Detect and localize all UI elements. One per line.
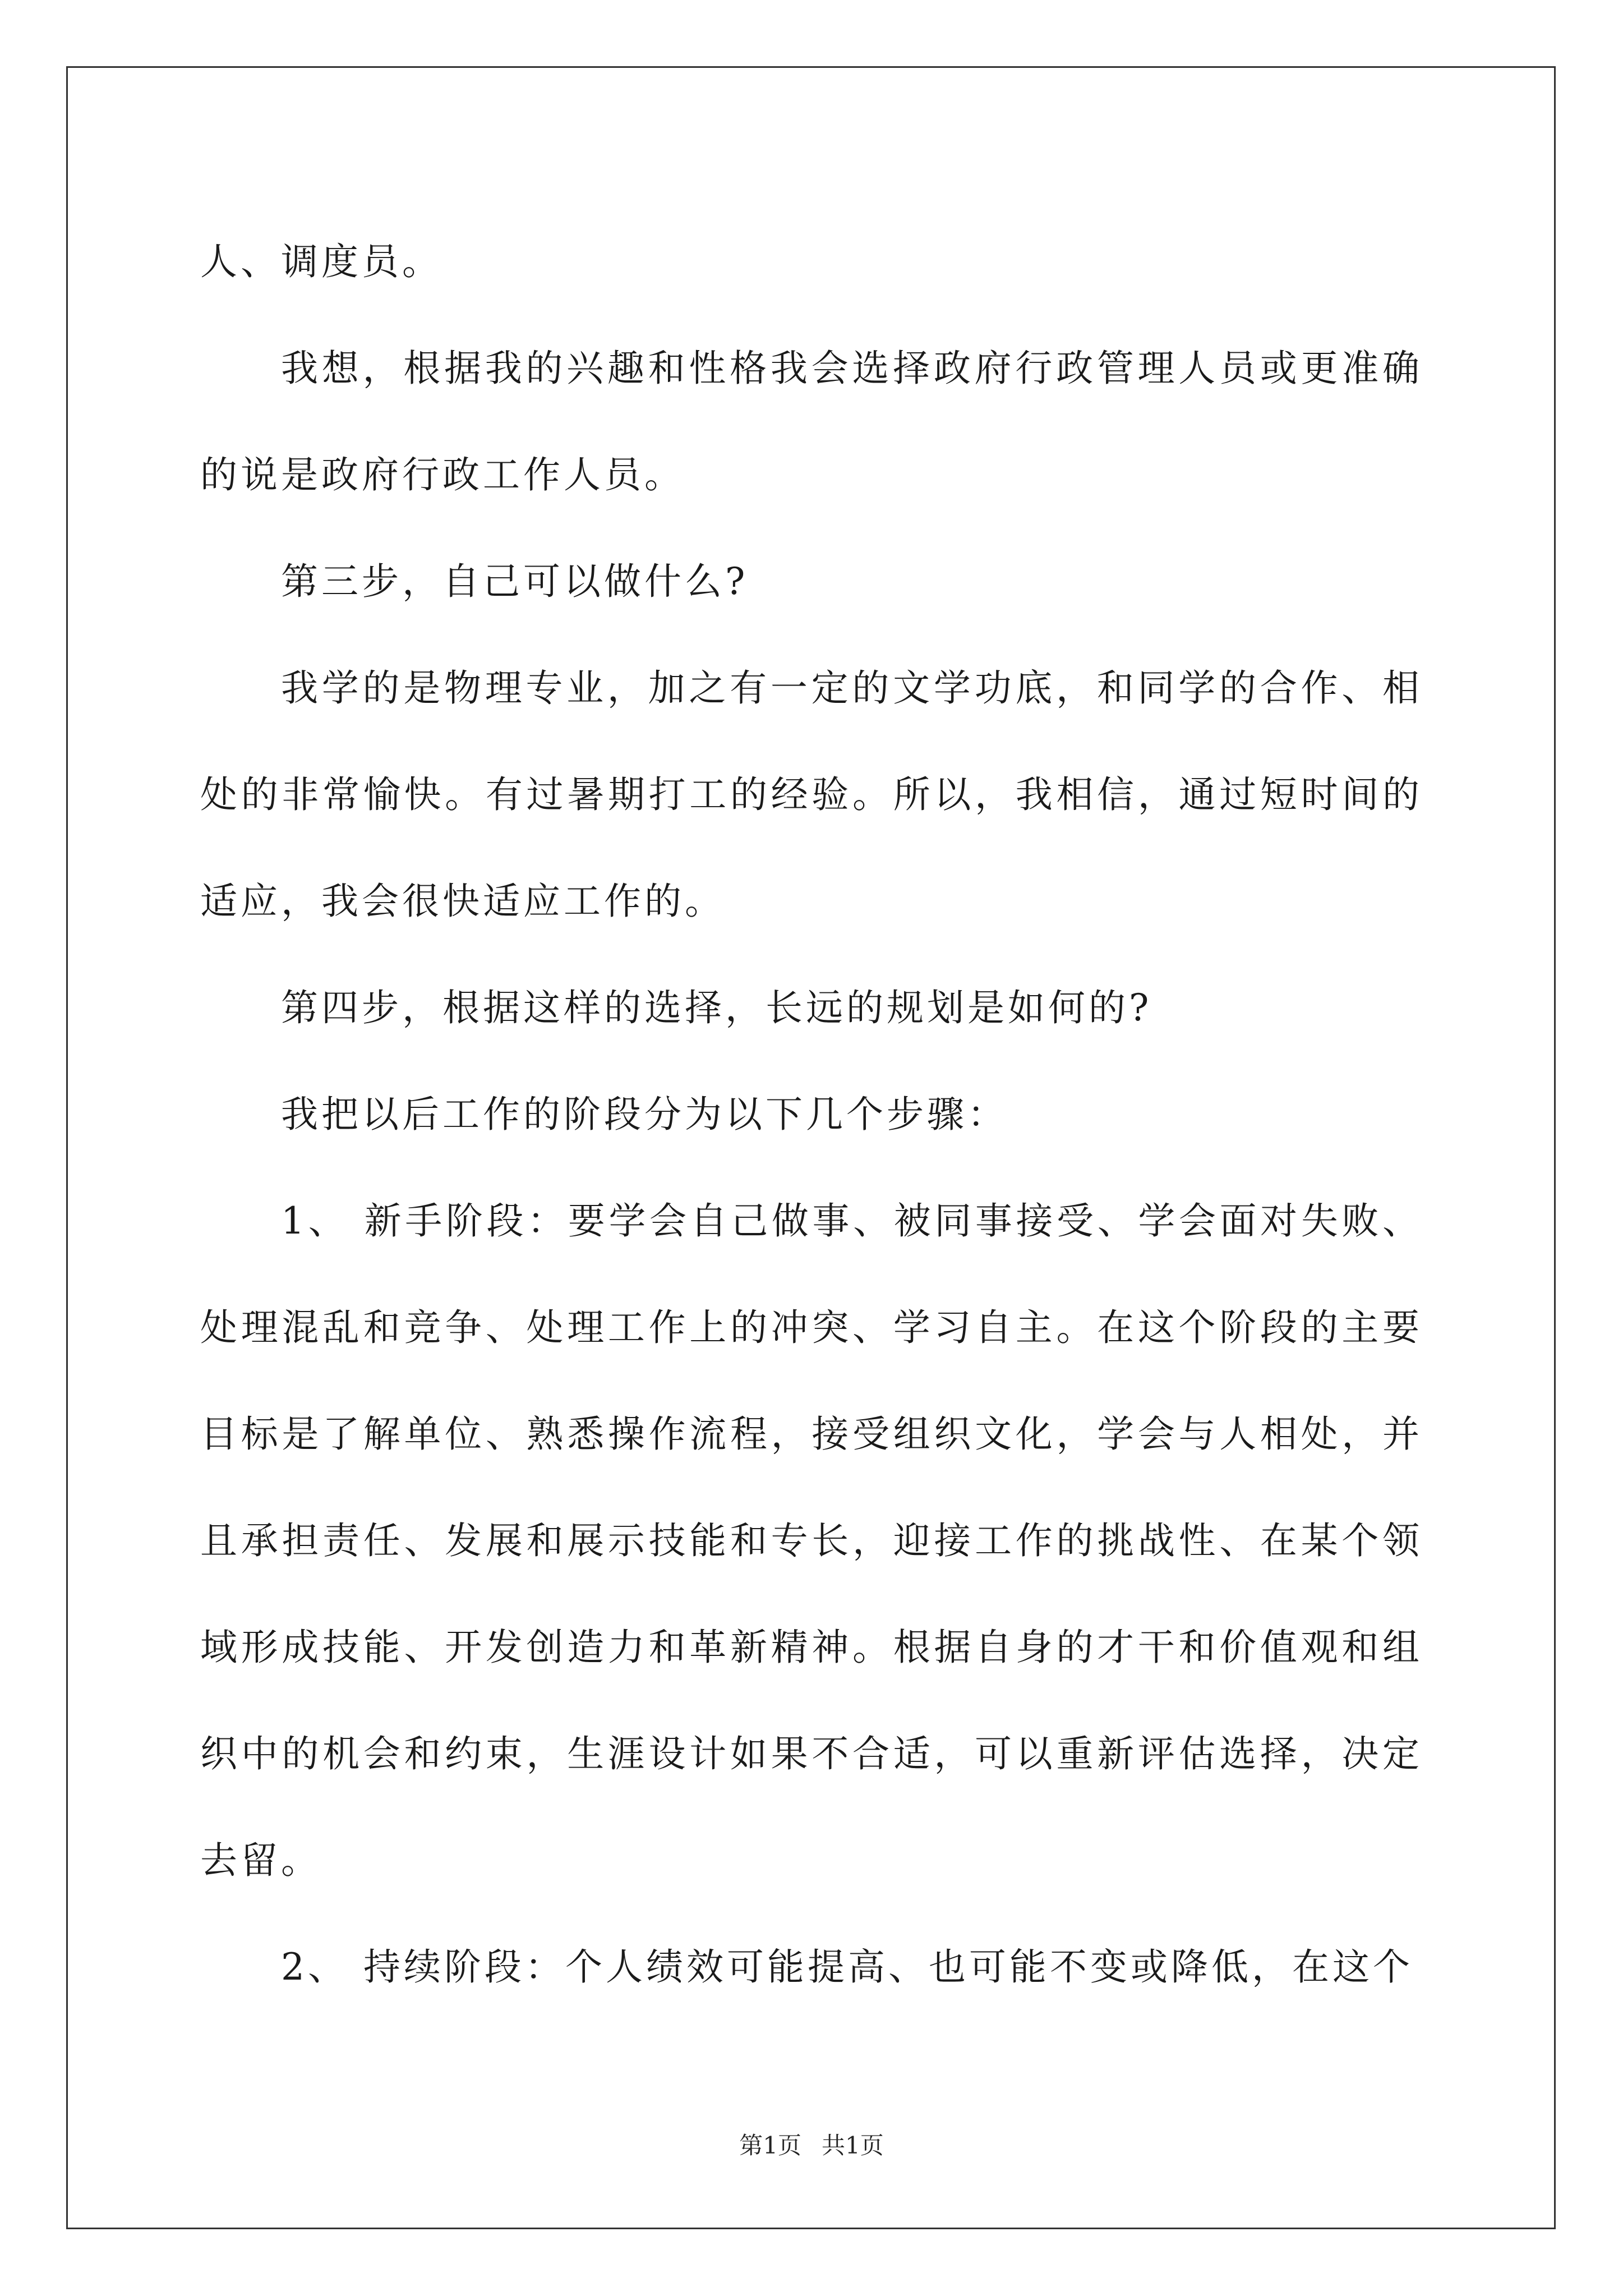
paragraph: 第三步，自己可以做什么? <box>281 560 749 603</box>
paragraph: 我想，根据我的兴趣和性格我会选择政府行政管理人员或更准确的说是政府行政工作人员。 <box>200 347 1423 496</box>
page-footer <box>0 2129 1623 2162</box>
paragraph: 我学的是物理专业，加之有一定的文学功底，和同学的合作、相处的非常愉快。有过暑期打工的经验。所以，我相信，通过短时间的适应，我会很快适应工作的。 <box>200 666 1423 923</box>
page-number-total: 共1页 <box>822 2132 884 2159</box>
paragraph: 2、 持续阶段：个人绩效可能提高、也可能不变或降低，在这个 <box>281 1945 1413 1989</box>
paragraph: 人、调度员。 <box>200 240 442 283</box>
paragraph: 1、 新手阶段：要学会自己做事、被同事接受、学会面对失败、处理混乱和竞争、处理工作上的冲突、学习自主。在这个阶段的主要目标是了解单位、熟悉操作流程，接受组织文化，学会与人相处，并且承担责任、发展和展示技能和专长，迎接工作的挑战性、在某个领域形成技能、开发创造力和革新精神。根据自身的才干和价值观和组织中的机会和约束，生涯设计如果不合适，可以重新评估选择，决定去留。 <box>200 1199 1423 1882</box>
page-number-current: 第1页 <box>739 2132 801 2159</box>
paragraph: 第四步，根据这样的选择，长远的规划是如何的? <box>281 986 1152 1029</box>
document-body <box>200 209 1423 2021</box>
paragraph: 我把以后工作的阶段分为以下几个步骤： <box>281 1093 1008 1136</box>
